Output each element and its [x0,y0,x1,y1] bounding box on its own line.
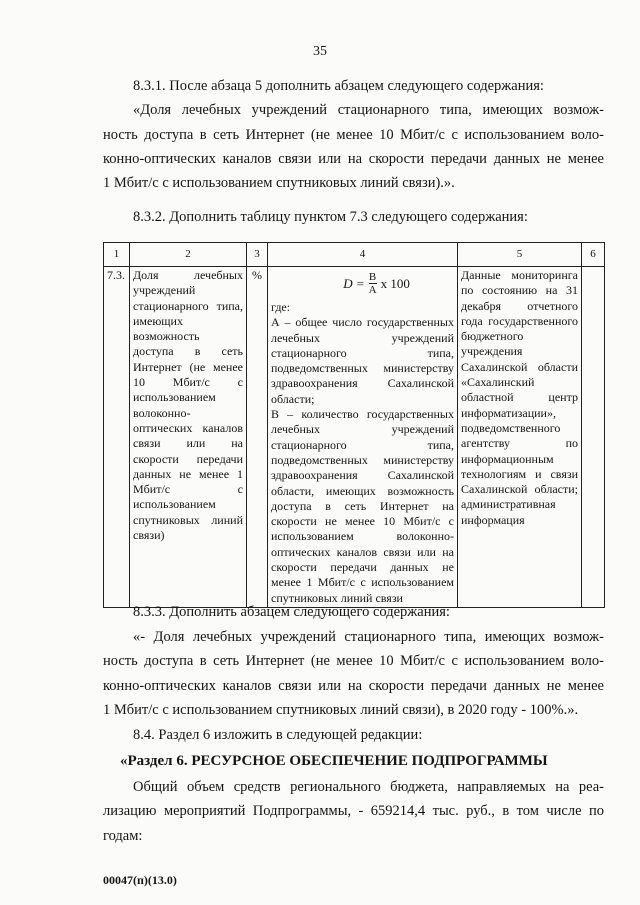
funding-line3: годам: [103,828,143,844]
quote2-line4: 1 Мбит/с с использованием спутниковых линий связи), в 2020 году - 100%.». [103,702,579,718]
quote2-line2: ность доступа в сеть Интернет (не менее 10 Мбит/с с использованием воло- [103,653,604,669]
paragraph-8-4: 8.4. Раздел 6 изложить в следующей редакции: [133,727,423,743]
table-header-cell: 1 [104,243,130,267]
table-header-cell: 2 [130,243,247,267]
quote1-line1: «Доля лечебных учреждений стационарного типа, имеющих возмож- [133,102,604,118]
paragraph-8-3-3: 8.3.3. Дополнить абзацем следующего содержания: [133,604,450,620]
quote2-line3: конно-оптических каналов связи или на скорости передачи данных не менее [103,678,604,694]
formula-lhs: D = [343,275,365,291]
quote2-line1: «- Доля лечебных учреждений стационарного типа, имеющих возмож- [133,629,604,645]
table-header-cell: 4 [268,243,458,267]
row-number: 7.3. [104,267,130,608]
table-header-row [104,243,605,267]
formula-denominator: A [368,284,377,296]
unit-cell: % [247,267,268,608]
quote1-line4: 1 Мбит/с с использованием спутниковых линий связи).». [103,175,455,191]
quote1-line2: ность доступа в сеть Интернет (не менее 10 Мбит/с с использованием воло- [103,127,604,143]
paragraph-8-3-1: 8.3.1. После абзаца 5 дополнить абзацем следующего содержания: [133,78,544,94]
source-cell: Данные мониторинга по состоянию на 31 декабря отчетного года государственного бюджетного учреждения Сахалинской области «Сахалинский областной центр информатизации», подведомственного агентству по информационным технологиям и связи Сахалинской области; административная информация [458,267,582,608]
indicator-name: Доля лечебных учреждений стационарного типа, имеющих возможность доступа в сеть Интернет (не менее 10 Мбит/с с использованием волоконно-оптических каналов связи или на скорости передачи данных не менее 1 Мбит/с с использованием спутниковых линий связи) [130,267,247,608]
table-header-cell: 3 [247,243,268,267]
formula-fraction [369,271,377,296]
paragraph-8-3-2: 8.3.2. Дополнить таблицу пунктом 7.3 следующего содержания: [133,209,528,225]
section-heading: «Раздел 6. РЕСУРСНОЕ ОБЕСПЕЧЕНИЕ ПОДПРОГРАММЫ [120,753,548,769]
table-header-cell: 5 [458,243,582,267]
funding-line2: лизацию мероприятий Подпрограммы, - 659214,4 тыс. руб., в том числе по [103,803,604,819]
method-description: где: А – общее число государственных лечебных учреждений стационарного типа, подведомственных министерству здравоохранения Сахалинской области; В – количество государственных лечебных учреждений стационарного типа, подведомственных министерству здравоохранения Сахалинской области, имеющих возможность доступа в сеть Интернет на скорости не менее 10 Мбит/с с использованием волоконно-оптических каналов связи или на скорости передачи данных не менее 1 Мбит/с с использованием спутниковых линий связи [271,300,454,605]
empty-cell [582,267,605,608]
formula-rhs: x 100 [380,275,410,291]
indicator-table [103,242,605,608]
formula-numerator: B [368,271,377,283]
method-cell [268,267,458,608]
quote1-line3: конно-оптических каналов связи или на скорости передачи данных не менее [103,151,604,167]
table-row [104,267,605,608]
formula [271,268,454,300]
table-header-cell: 6 [582,243,605,267]
funding-line1: Общий объем средств регионального бюджета, направляемых на реа- [133,779,604,795]
footer-code: 00047(п)(13.0) [103,873,177,887]
page-number: 35 [313,44,327,59]
